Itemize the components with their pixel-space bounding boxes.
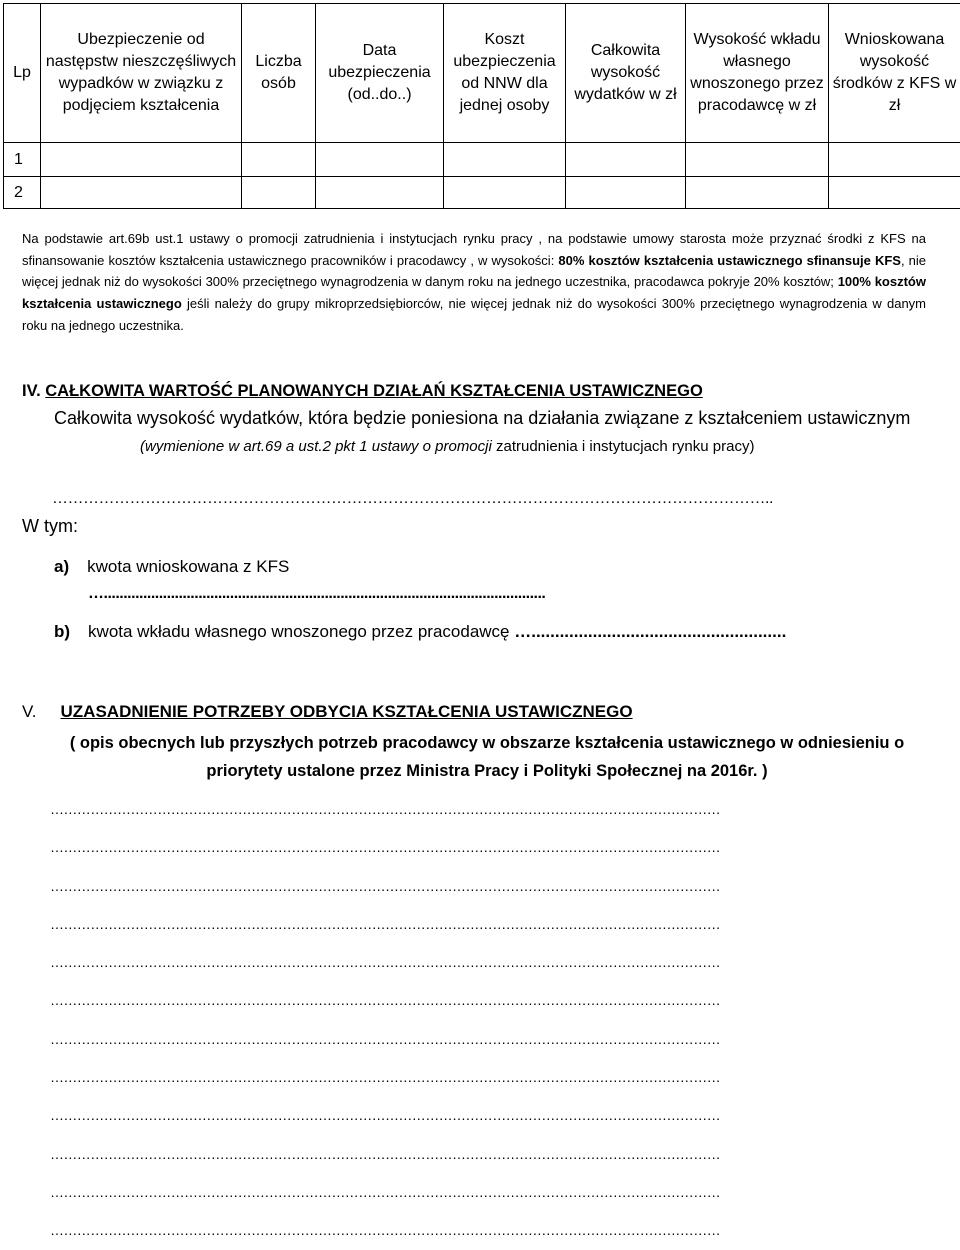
legal-reference: (wymienione w art.69 a ust.2 pkt 1 ustawy o promocji [140, 438, 492, 455]
table-cell[interactable] [41, 177, 242, 209]
dotted-line[interactable]: …………………………………………………………………………………………………………………………………… [50, 981, 900, 1019]
dotted-line[interactable]: …………………………………………………………………………………………………………………………………… [50, 1135, 900, 1173]
justification-field[interactable] [50, 790, 900, 1250]
dotted-line[interactable]: …………………………………………………………………………………………………………………………………… [50, 1058, 900, 1096]
item-b [54, 622, 786, 642]
table-header-row [4, 4, 960, 143]
header-total-expenses: Całkowita wysokość wydatków w zł [566, 4, 686, 143]
header-kfs-requested: Wnioskowana wysokość środków z KFS w zł [829, 4, 960, 143]
header-insurance-date: Data ubezpieczenia (od..do..) [316, 4, 444, 143]
table-cell[interactable] [566, 143, 686, 177]
header-number-of-people: Liczba osób [242, 4, 316, 143]
header-lp: Lp [4, 4, 41, 143]
table-cell[interactable] [566, 177, 686, 209]
own-contribution-field[interactable]: …...................................................... [510, 622, 787, 641]
section-title: CAŁKOWITA WARTOŚĆ PLANOWANYCH DZIAŁAŃ KSZTAŁCENIA USTAWICZNEGO [45, 382, 703, 400]
dotted-line[interactable]: …………………………………………………………………………………………………………………………………… [50, 943, 900, 981]
item-b-text: kwota wkładu własnego wnoszonego przez pracodawcę [88, 622, 509, 641]
dotted-line[interactable]: …………………………………………………………………………………………………………………………………… [50, 790, 900, 828]
table-cell[interactable] [444, 143, 566, 177]
item-a-label: a) [54, 557, 69, 576]
section-iv-line1: Całkowita wysokość wydatków, która będzie poniesiona na działania związane z kształceniem ustawicznym [54, 408, 910, 429]
section-iv-line2 [140, 438, 754, 455]
note-text: Na podstawie art.69b ust.1 ustawy o promocji zatrudnienia i instytucjach rynku pracy , na podstawie umowy starosta może przyznać środki z KFS na sfinansowanie kosztów kształcenia ustawicznego pracowników i pracodawcy , w wysokości: [22, 231, 926, 268]
note-text: jeśli należy do grupy mikroprzedsiębiorców, nie więcej jednak niż do wysokości 300% przeciętnego wynagrodzenia w danym roku na jednego uczestnika. [22, 296, 926, 333]
note-bold: 80% kosztów kształcenia ustawicznego sfinansuje KFS [558, 253, 901, 268]
section-title: UZASADNIENIE POTRZEBY ODBYCIA KSZTAŁCENIA USTAWICZNEGO [61, 702, 633, 721]
legal-reference-rest: zatrudnienia i instytucjach rynku pracy) [492, 438, 755, 455]
header-nnw-insurance: Ubezpieczenie od następstw nieszczęśliwych wypadków w związku z podjęciem kształcenia [41, 4, 242, 143]
row-number: 1 [4, 143, 41, 177]
table-cell[interactable] [829, 177, 960, 209]
item-b-label: b) [54, 622, 70, 641]
row-number: 2 [4, 177, 41, 209]
section-number: V. [22, 702, 37, 721]
table-cell[interactable] [686, 143, 829, 177]
item-a-text: kwota wnioskowana z KFS [87, 557, 289, 576]
dotted-line[interactable]: …………………………………………………………………………………………………………………………………… [50, 1173, 900, 1211]
insurance-table [3, 3, 960, 209]
item-a [54, 557, 289, 577]
dotted-line[interactable]: …………………………………………………………………………………………………………………………………… [50, 828, 900, 866]
header-own-contribution: Wysokość wkładu własnego wnoszonego przez pracodawcę w zł [686, 4, 829, 143]
legal-note [22, 228, 926, 337]
section-v-heading [22, 702, 633, 722]
table-row [4, 143, 960, 177]
table-cell[interactable] [829, 143, 960, 177]
note-bold: 100% kosztów kształcenia ustawicznego [22, 274, 926, 311]
dotted-line[interactable]: …………………………………………………………………………………………………………………………………… [50, 1020, 900, 1058]
table-cell[interactable] [242, 177, 316, 209]
table-cell[interactable] [41, 143, 242, 177]
table-cell[interactable] [316, 177, 444, 209]
table-cell[interactable] [686, 177, 829, 209]
section-number: IV. [22, 382, 41, 400]
kfs-amount-field[interactable]: …................................................................................................................ [88, 585, 545, 603]
w-tym-label: W tym: [22, 516, 78, 537]
table-cell[interactable] [242, 143, 316, 177]
dotted-line[interactable]: …………………………………………………………………………………………………………………………………… [50, 905, 900, 943]
section-iv-heading [22, 382, 703, 401]
header-insurance-cost: Koszt ubezpieczenia od NNW dla jednej osoby [444, 4, 566, 143]
table-cell[interactable] [444, 177, 566, 209]
dotted-line[interactable]: …………………………………………………………………………………………………………………………………… [50, 1096, 900, 1134]
total-amount-field[interactable]: ………………………………………………………………………………………………………………………….. [52, 490, 773, 508]
note-text: , nie więcej jednak niż do wysokości 300% przeciętnego wynagrodzenia w danym roku na jednego uczestnika, pracodawca pokryje 20% kosztów; [22, 253, 926, 290]
table-row [4, 177, 960, 209]
dotted-line[interactable]: …………………………………………………………………………………………………………………………………… [50, 867, 900, 905]
dotted-line[interactable]: …………………………………………………………………………………………………………………………………… [50, 1211, 900, 1249]
section-v-description: ( opis obecnych lub przyszłych potrzeb pracodawcy w obszarze kształcenia ustawicznego w odniesieniu o priorytety ustalone przez Ministra Pracy i Polityki Społecznej na 2016r. ) [52, 729, 922, 785]
table-cell[interactable] [316, 143, 444, 177]
